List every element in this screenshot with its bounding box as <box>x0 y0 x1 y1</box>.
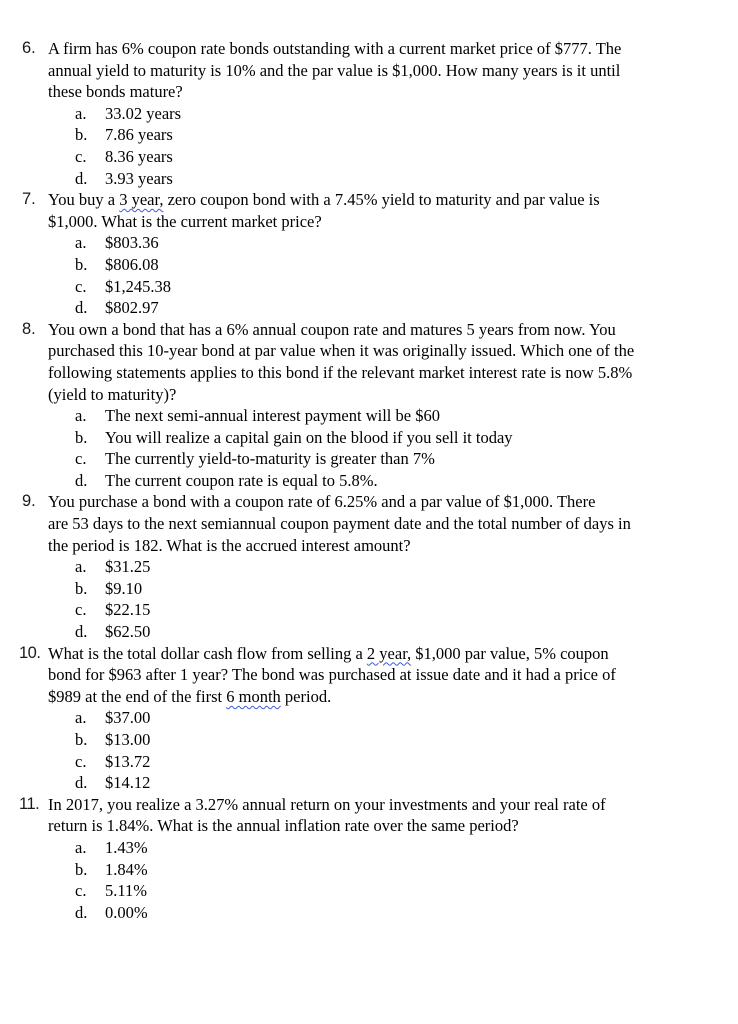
option-text: 5.11% <box>105 881 148 901</box>
question-text-line: You own a bond that has a 6% annual coupon rate and matures 5 years from now. You <box>48 319 616 339</box>
answer-option-d <box>48 902 718 924</box>
question-text-line: annual yield to maturity is 10% and the par value is $1,000. How many years is it until <box>48 60 621 80</box>
option-letter: c. <box>75 881 87 901</box>
option-text: $37.00 <box>105 708 151 728</box>
answer-options <box>48 707 718 793</box>
option-text: 7.86 years <box>105 125 173 145</box>
question-number: 11. <box>19 794 40 813</box>
spelling-marked-text[interactable]: 6 month <box>226 686 281 706</box>
answer-option-b <box>48 124 718 146</box>
option-letter: a. <box>75 837 87 857</box>
text-segment: period. <box>280 686 332 706</box>
answer-options <box>48 405 718 491</box>
option-letter: c. <box>75 146 87 166</box>
option-text: 3.93 years <box>105 168 173 188</box>
option-letter: c. <box>75 276 87 296</box>
option-text: $14.12 <box>105 773 151 793</box>
answer-option-d <box>48 772 718 794</box>
option-letter: c. <box>75 600 87 620</box>
answer-options <box>48 103 718 189</box>
option-text: $802.97 <box>105 298 159 318</box>
option-letter: a. <box>75 557 87 577</box>
option-text: The current coupon rate is equal to 5.8%. <box>105 470 378 490</box>
option-text: $803.36 <box>105 233 159 253</box>
question-text-line <box>48 189 718 211</box>
option-text: 1.43% <box>105 837 148 857</box>
option-letter: b. <box>75 254 88 274</box>
text-segment: What is the total dollar cash flow from selling a <box>48 643 367 663</box>
option-text: The currently yield-to-maturity is greater than 7% <box>105 449 435 469</box>
option-letter: d. <box>75 773 88 793</box>
question-text-line: In 2017, you realize a 3.27% annual return on your investments and your real rate of <box>48 794 606 814</box>
question-11 <box>0 794 738 924</box>
answer-options <box>48 837 718 923</box>
question-text-line: (yield to maturity)? <box>48 384 177 404</box>
option-text: You will realize a capital gain on the blood if you sell it today <box>105 427 513 447</box>
answer-option-b <box>48 729 718 751</box>
text-segment: You buy a <box>48 190 120 210</box>
question-number: 6. <box>22 39 36 57</box>
option-text: $9.10 <box>105 578 143 598</box>
option-text: $22.15 <box>105 600 151 620</box>
answer-option-a <box>48 837 718 859</box>
spelling-marked-text[interactable]: 3 year, <box>119 190 164 210</box>
answer-option-d <box>48 621 718 643</box>
option-text: 8.36 years <box>105 146 173 166</box>
option-text: $806.08 <box>105 254 159 274</box>
question-text-line: the period is 182. What is the accrued interest amount? <box>48 535 411 555</box>
option-letter: d. <box>75 298 88 318</box>
question-text-line: following statements applies to this bond if the relevant market interest rate is now 5.8% <box>48 362 633 382</box>
question-number: 9. <box>22 492 36 511</box>
answer-option-b <box>48 859 718 881</box>
answer-option-a <box>48 556 718 578</box>
question-7 <box>0 189 738 319</box>
option-text: $31.25 <box>105 557 151 577</box>
text-segment: $989 at the end of the first <box>48 686 227 706</box>
option-letter: a. <box>75 233 87 253</box>
question-text-line: A firm has 6% coupon rate bonds outstanding with a current market price of $777. The <box>48 39 622 58</box>
option-letter: a. <box>75 406 87 426</box>
option-letter: b. <box>75 578 88 598</box>
answer-option-b <box>48 254 718 276</box>
answer-option-b <box>48 427 718 449</box>
answer-option-a <box>48 232 718 254</box>
option-letter: d. <box>75 168 88 188</box>
question-text-line: return is 1.84%. What is the annual inflation rate over the same period? <box>48 816 519 836</box>
answer-option-c <box>48 276 718 298</box>
answer-option-b <box>48 578 718 600</box>
option-letter: c. <box>75 449 87 469</box>
question-text-line: $1,000. What is the current market price? <box>48 211 322 231</box>
question-number: 7. <box>22 190 36 209</box>
answer-option-a <box>48 405 718 427</box>
option-letter: b. <box>75 730 88 749</box>
option-text: The next semi-annual interest payment will be $60 <box>105 406 440 426</box>
answer-option-c <box>48 880 718 902</box>
option-letter: a. <box>75 103 87 123</box>
option-letter: b. <box>75 427 88 447</box>
answer-option-d <box>48 470 718 492</box>
option-letter: d. <box>75 622 88 642</box>
option-text: $1,245.38 <box>105 276 171 296</box>
answer-option-d <box>48 168 718 190</box>
answer-option-c <box>48 146 718 168</box>
question-number: 8. <box>22 319 36 338</box>
question-text-line: these bonds mature? <box>48 82 183 102</box>
answer-option-a <box>48 103 718 125</box>
option-letter: c. <box>75 751 87 771</box>
question-number: 10. <box>19 643 41 662</box>
option-text: 0.00% <box>105 902 148 922</box>
option-text: 33.02 years <box>105 103 182 123</box>
answer-options <box>48 232 718 318</box>
question-text-line <box>48 686 718 708</box>
answer-options <box>48 556 718 642</box>
question-document <box>0 38 738 923</box>
text-segment: $1,000 par value, 5% coupon <box>411 643 609 663</box>
question-10 <box>0 643 738 794</box>
option-letter: a. <box>75 708 87 728</box>
question-text-line: purchased this 10-year bond at par value when it was originally issued. Which one of the <box>48 341 635 361</box>
answer-option-c <box>48 448 718 470</box>
option-text: $13.72 <box>105 751 151 771</box>
option-text: 1.84% <box>105 859 148 879</box>
option-text: $13.00 <box>105 730 151 749</box>
text-segment: zero coupon bond with a 7.45% yield to maturity and par value is <box>163 190 600 210</box>
question-text-line: are 53 days to the next semiannual coupon payment date and the total number of days in <box>48 514 631 534</box>
option-text: $62.50 <box>105 622 151 642</box>
option-letter: d. <box>75 902 88 922</box>
answer-option-c <box>48 599 718 621</box>
answer-option-c <box>48 751 718 773</box>
option-letter: b. <box>75 859 88 879</box>
question-6 <box>0 38 738 189</box>
question-text-line <box>48 643 718 665</box>
option-letter: d. <box>75 470 88 490</box>
question-text-line: bond for $963 after 1 year? The bond was purchased at issue date and it had a price of <box>48 665 616 685</box>
answer-option-d <box>48 297 718 319</box>
question-9 <box>0 491 738 642</box>
option-letter: b. <box>75 125 88 145</box>
question-text-line: You purchase a bond with a coupon rate of 6.25% and a par value of $1,000. There <box>48 492 596 512</box>
question-8 <box>0 319 738 492</box>
spelling-marked-text[interactable]: 2 year, <box>366 643 412 663</box>
answer-option-a <box>48 707 718 729</box>
